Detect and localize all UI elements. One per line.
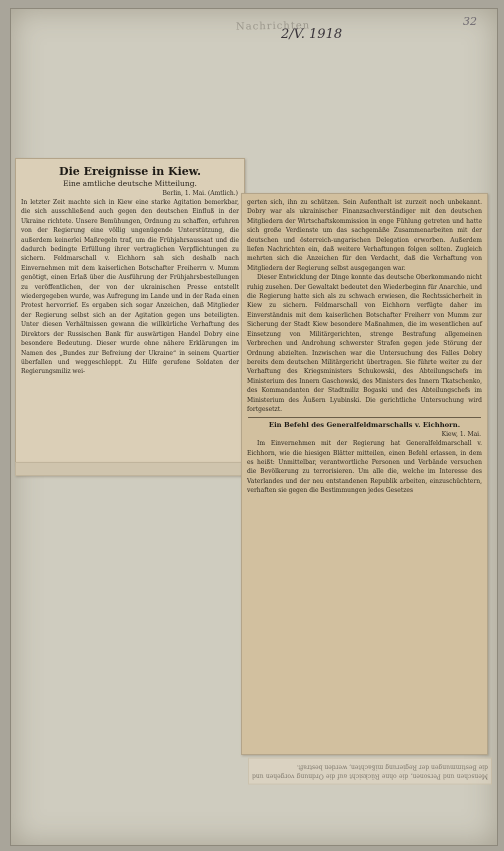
page-number: 32: [463, 15, 477, 28]
article-paragraph-2: Dieser Entwicklung der Dinge konnte das deutsche Oberkommando nicht ruhig zusehen. Der Gewaltakt bedeutet den Wiederbeginn für Anarchie, und die Regierung hatte sich als zu schwach erwiesen, die Rechtssicherheit in Kiew zu sichern. Feldmarschall von Eichhorn verfügte daher im Einverständnis mit dem kaiserlichen Botschafter Freiherr von Mumm zur Sicherung der Stadt Kiew besondere Maßnahmen, die im wesentlichen auf Einsetzung von Militärgerichten, strenge Bestrafung allgemeinen Verbrechen und Androhung schwerster Strafen gegen jede Störung der Ordnung abzielten. Inzwischen war die Untersuchung des Falles Dobry bereits dem deutschen Militärgericht übertragen. Sie führte weiter zu der Verhaftung des Kriegsministers Schukowski, des Abteilungschefs im Ministerium des Innern Gaschowski, des Ministers des Innern Tkatschenko, des Kommandanten der Stadtmiliz Bogaski und des Abteilungschefs im Ministerium des Äußern Lyubinski. Die gerichtliche Untersuchung wird fortgesetzt.: [247, 274, 482, 413]
left-clipping: [15, 158, 245, 465]
paper-strip: [15, 462, 245, 476]
archive-stamp: Nachrichten: [235, 20, 311, 33]
section-title: Ein Befehl des Generalfeldmarschalls v. Eichhorn.: [268, 421, 461, 430]
reverse-side-text: Menschen und Personen, die ohne Rücksicht auf die Ordnung vorgehen und die Bestimmungen der Regierung mißachten, werden bestraft.: [248, 758, 492, 785]
section-divider: [248, 417, 481, 418]
headline: Die Ereignisse in Kiew.: [59, 165, 201, 178]
handwritten-date: 2/V. 1918: [281, 27, 343, 42]
section-body: Im Einvernehmen mit der Regierung hat Generalfeldmarschall v. Eichhorn, wie die hiesigen Blätter mitteilen, einen Befehl erlassen, in dem es heißt: Unmittelbar, verantwortliche Personen und Verbände versuchen die Bevölkerung zu terrorisieren. Um alle die, welche im Interesse des Vaterlandes und der neu entstandenen Republik arbeiten, einzuschüchtern, verhaften sie gegen die Bestimmungen jedes Gesetzes: [247, 440, 482, 495]
article-continuation: gerten sich, ihn zu schützen. Sein Aufenthalt ist zurzeit noch unbekannt. Dobry war als ukrainischer Finanzsachverständiger mit den deutschen Mitgliedern der Wirtschaftskommission in enge Fühlung getreten und hatte sich große Verdienste um das sachgemäße Zusammenarbeiten mit der deutschen und österreich-ungarischen Delegation erworben. Außerdem liefen Nachrichten ein, daß weitere Verhaftungen folgen sollten. Zugleich mehrten sich die Anzeichen für den Verdacht, daß die Verhaftung von Mitgliedern der Regierung selbst ausgegangen war.: [247, 199, 482, 272]
right-clipping: [241, 193, 488, 755]
subheadline: Eine amtliche deutsche Mitteilung.: [63, 179, 197, 188]
dateline: Berlin, 1. Mai. (Amtlich.): [162, 190, 238, 197]
section-dateline: Kiew, 1. Mai.: [441, 431, 481, 439]
article-body: In letzter Zeit machte sich in Kiew eine starke Agitation bemerkbar, die sich ausschließend auch gegen den deutschen Einfluß in der Ukraine richtete. Unsere Bemühungen, Ordnung zu schaffen, erfuhren von der Regierung eine völlig ungenügende Unterstützung, die außerdem keinerlei Maßregeln traf, um die Frühjahrsaussaat und die dadurch bedingte Erfüllung ihrer vertraglichen Verpflichtungen zu sichern. Feldmarschall v. Eichhorn sah sich deshalb nach Einvernehmen mit dem kaiserlichen Botschafter Freiherrn v. Mumm genötigt, einen Erlaß über die Ausführung der Frühjahrsbestellungen zu veröffentlichen, der von der ukrainischen Presse entstellt wiedergegeben wurde, was Aufregung im Lande und in der Rada einen Protest hervorrief. Es ergaben sich sogar Anzeichen, daß Mitglieder der Regierung selbst sich an der Agitation gegen uns beteiligten. Unter diesen Verhältnissen gewann die willkürliche Verhaftung des Direktors der Russischen Bank für auswärtigen Handel Dobry eine besondere Bedeutung. Dieser wurde ohne nähere Erklärungen im Namen des „Bundes zur Befreiung der Ukraine“ in seinem Quartier überfallen und weggeschleppt. Zu Hilfe gerufene Soldaten der Regierungsmiliz wei-: [21, 199, 239, 376]
